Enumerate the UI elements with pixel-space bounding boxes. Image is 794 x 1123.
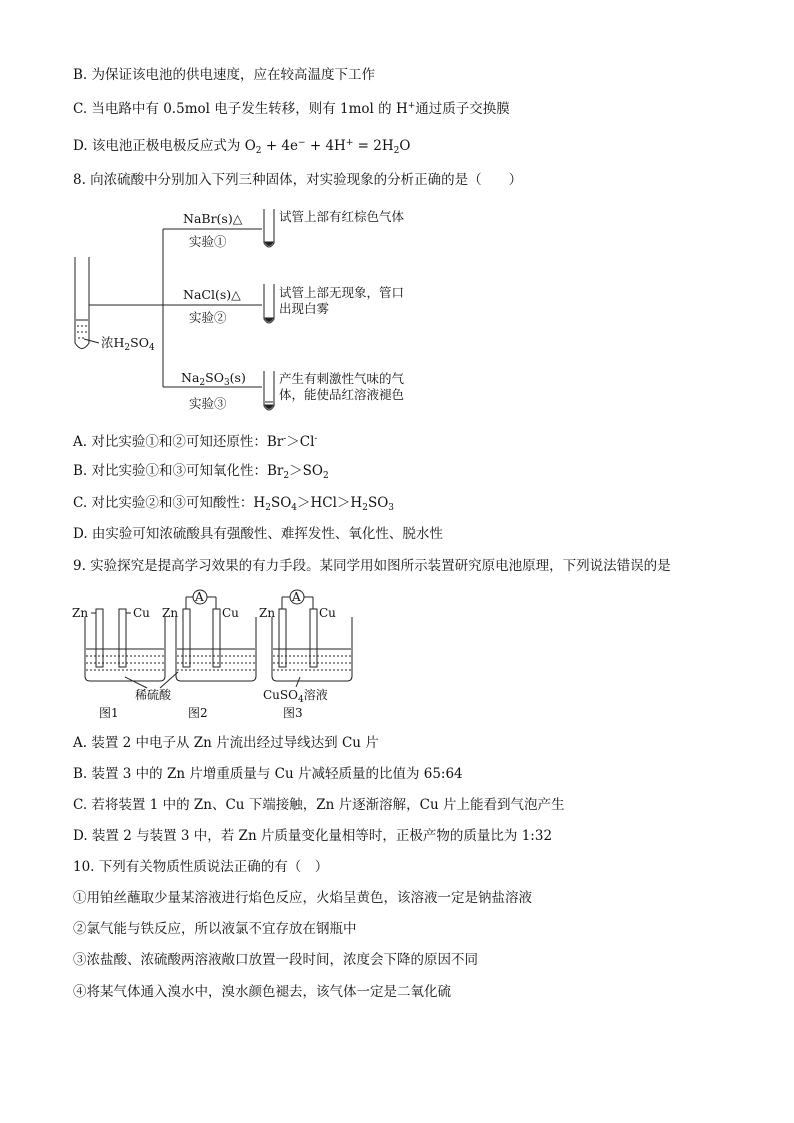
q7-option-c-sup: + bbox=[407, 101, 416, 111]
subscript: 2 bbox=[255, 146, 262, 156]
q10-stem: 10. 下列有关物质性质说法正确的有（ ） bbox=[73, 859, 329, 875]
formula-part: CuSO bbox=[263, 688, 298, 702]
formula-part: Na bbox=[181, 370, 200, 385]
q7-option-d-text: D. 该电池正极电极反应式为 O bbox=[73, 138, 256, 154]
cu-electrode-2 bbox=[213, 609, 220, 667]
subscript: 2 bbox=[124, 343, 131, 353]
figure-1-caption: 图1 bbox=[99, 706, 119, 720]
observation-2-line1: 试管上部无现象，管口 bbox=[279, 285, 405, 300]
q7-option-c-tail: 通过质子交换膜 bbox=[415, 101, 510, 117]
subscript: 2 bbox=[393, 146, 400, 156]
reagent-1-label: NaBr(s)△ bbox=[183, 211, 243, 226]
superscript: - bbox=[314, 434, 318, 444]
ammeter-label-2: A bbox=[195, 590, 204, 604]
subscript: 3 bbox=[388, 503, 395, 513]
q8-option-d: D. 由实验可知浓硫酸具有强酸性、难挥发性、氧化性、脱水性 bbox=[73, 526, 443, 542]
q10-statement-4: ④将某气体通入溴水中，溴水颜色褪去，该气体一定是二氧化硫 bbox=[73, 984, 451, 1000]
cu-label-3: Cu bbox=[319, 606, 336, 620]
q7-option-c-text: C. 当电路中有 0.5mol 电子发生转移，则有 1mol 的 H bbox=[73, 101, 408, 117]
cu-label-1: Cu bbox=[133, 606, 150, 620]
equation-part: + 4e bbox=[261, 138, 299, 154]
ammeter-label-3: A bbox=[292, 590, 301, 604]
zn-electrode-1 bbox=[96, 609, 103, 667]
formula-part: (s) bbox=[229, 370, 246, 385]
cu-label-2: Cu bbox=[222, 606, 239, 620]
cu-electrode-3 bbox=[310, 609, 317, 667]
observation-1: 试管上部有红棕色气体 bbox=[279, 209, 405, 224]
zn-label-2: Zn bbox=[162, 606, 179, 620]
subscript: 2 bbox=[283, 471, 290, 481]
cu-electrode-1 bbox=[119, 609, 126, 667]
subscript: 4 bbox=[148, 343, 155, 353]
subscript: 3 bbox=[223, 378, 230, 388]
figure-2-caption: 图2 bbox=[188, 706, 208, 720]
subscript: 2 bbox=[322, 471, 329, 481]
superscript: - bbox=[283, 434, 287, 444]
option-text: ＞Cl bbox=[286, 434, 315, 450]
q9-option-a: A. 装置 2 中电子从 Zn 片流出经过导线达到 Cu 片 bbox=[73, 735, 379, 751]
equation-part: = 2H bbox=[353, 138, 394, 154]
q9-option-c: C. 若将装置 1 中的 Zn、Cu 下端接触，Zn 片逐渐溶解，Cu 片上能看到气泡产生 bbox=[73, 797, 565, 813]
equation-part: + 4H bbox=[305, 138, 346, 154]
option-text: B. 对比实验①和③可知氧化性：Br bbox=[73, 463, 284, 479]
formula-part: 浓H bbox=[101, 335, 125, 350]
q7-option-b: B. 为保证该电池的供电速度，应在较高温度下工作 bbox=[73, 67, 376, 83]
q9-option-b: B. 装置 3 中的 Zn 片增重质量与 Cu 片减轻质量的比值为 65:64 bbox=[73, 766, 463, 782]
option-text: ＞SO bbox=[289, 463, 323, 479]
q10-statement-3: ③浓盐酸、浓硫酸两溶液敞口放置一段时间，浓度会下降的原因不同 bbox=[73, 952, 478, 968]
q9-stem: 9. 实验探究是提高学习效果的有力手段。某同学用如图所示装置研究原电池原理，下列说法错误的是 bbox=[73, 558, 671, 574]
subscript: 2 bbox=[265, 503, 271, 513]
dilute-sulfuric-acid-label: 稀硫酸 bbox=[135, 688, 172, 702]
experiment-2-label: 实验② bbox=[189, 310, 227, 325]
observation-3-line1: 产生有刺激性气味的气 bbox=[279, 371, 405, 386]
zn-electrode-2 bbox=[183, 609, 190, 667]
reagent-2-label: NaCl(s)△ bbox=[183, 287, 241, 302]
experiment-1-label: 实验① bbox=[189, 234, 227, 249]
superscript: − bbox=[298, 138, 306, 148]
option-text: C. 对比实验②和③可知酸性：H bbox=[73, 495, 266, 511]
option-text: SO bbox=[270, 495, 292, 511]
formula-part: 溶液 bbox=[303, 688, 328, 702]
subscript: 2 bbox=[199, 378, 206, 388]
equation-part: O bbox=[399, 138, 411, 154]
subscript: 4 bbox=[291, 503, 298, 513]
zn-label-3: Zn bbox=[259, 606, 276, 620]
q9-option-d: D. 装置 2 与装置 3 中，若 Zn 片质量变化量相等时，正极产物的质量比为 1:32 bbox=[73, 828, 553, 844]
option-text: A. 对比实验①和②可知还原性：Br bbox=[73, 434, 284, 450]
formula-part: SO bbox=[130, 335, 149, 350]
observation-2-line2: 出现白雾 bbox=[279, 301, 330, 316]
zn-electrode-3 bbox=[279, 609, 286, 667]
option-text: ＞HCl＞H bbox=[297, 495, 363, 511]
observation-3-line2: 体，能使品红溶液褪色 bbox=[279, 387, 405, 402]
q10-statement-1: ①用铂丝蘸取少量某溶液进行焰色反应，火焰呈黄色，该溶液一定是钠盐溶液 bbox=[73, 890, 532, 906]
q10-statement-2: ②氯气能与铁反应，所以液氯不宜存放在钢瓶中 bbox=[73, 921, 357, 937]
zn-label-1: Zn bbox=[72, 606, 89, 620]
formula-part: SO bbox=[205, 370, 224, 385]
superscript: + bbox=[345, 138, 354, 148]
option-text: SO bbox=[367, 495, 389, 511]
experiment-3-label: 实验③ bbox=[189, 396, 227, 411]
figure-3-caption: 图3 bbox=[283, 706, 303, 720]
subscript: 2 bbox=[362, 503, 368, 513]
q8-stem: 8. 向浓硫酸中分别加入下列三种固体，对实验现象的分析正确的是（ ） bbox=[73, 172, 523, 188]
subscript: 4 bbox=[297, 695, 304, 705]
cuso4-solution-label bbox=[263, 686, 328, 705]
